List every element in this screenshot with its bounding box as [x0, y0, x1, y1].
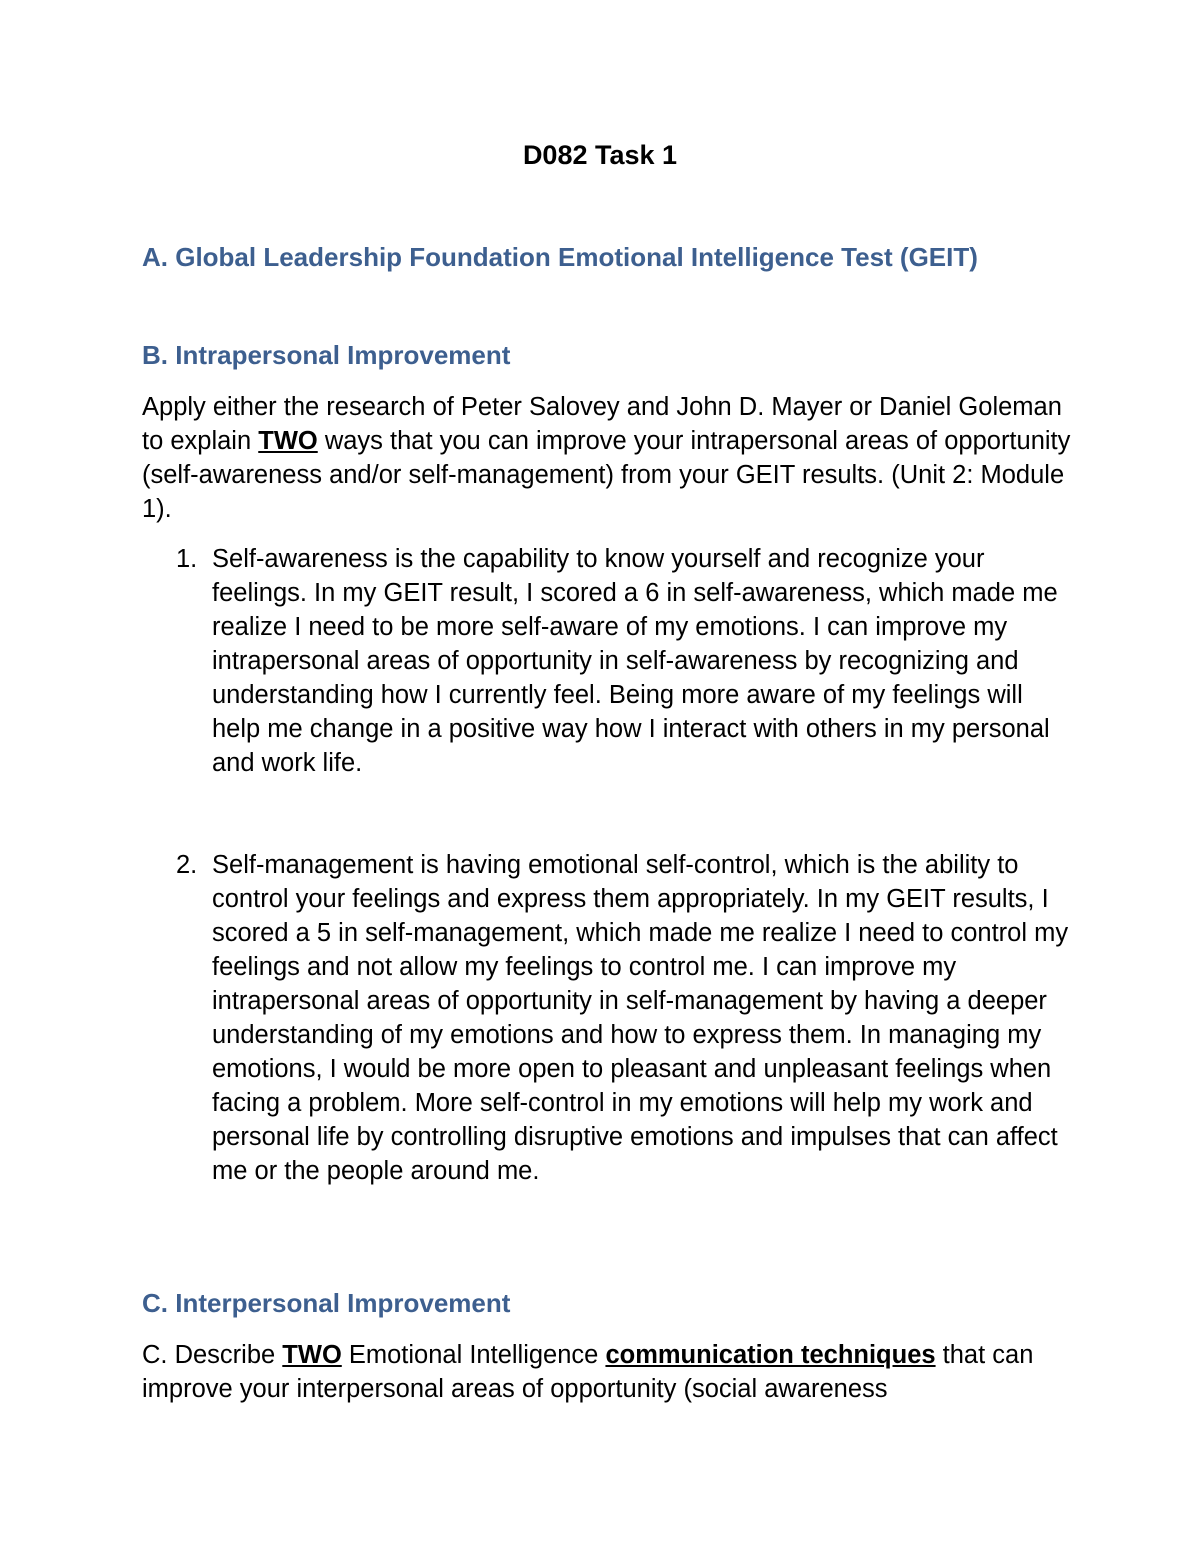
section-c-prompt-emphasis-two: TWO [282, 1341, 342, 1369]
list-item-text: Self-awareness is the capability to know yourself and recognize your feelings. In my GEIT result, I scored a 6 in self-awareness, which made me realize I need to be more self-aware of my emotions. I can improve my intrapersonal areas of opportunity in self-awareness by recognizing and understanding how I currently feel. Being more aware of my feelings will help me change in a positive way how I interact with others in my personal and work life. [212, 545, 1058, 777]
section-b-prompt-part2: ways that you can improve your intrapersonal areas of opportunity (self-awareness and/or self-management) from your GEIT results. (Unit 2: Module 1). [142, 427, 1071, 523]
section-c-prompt-part3: that can improve your interpersonal areas of opportunity (social awareness [142, 1341, 1034, 1403]
section-c-prompt-part2: Emotional Intelligence [341, 1341, 606, 1369]
document-title: D082 Task 1 [522, 140, 678, 170]
list-item-number: 2. [176, 851, 198, 879]
list-item-2 [142, 848, 1072, 1188]
section-b-prompt [142, 390, 1072, 526]
section-c-heading: C. Interpersonal Improvement [142, 1288, 511, 1318]
section-c-prompt-part1: C. Describe [142, 1341, 283, 1369]
section-b-heading: B. Intrapersonal Improvement [142, 340, 511, 370]
section-c-prompt [142, 1338, 1072, 1406]
section-b-prompt-emphasis: TWO [258, 427, 318, 455]
list-item-text: Self-management is having emotional self-control, which is the ability to control your feelings and express them appropriately. In my GEIT results, I scored a 5 in self-management, which made me realize I need to control my feelings and not allow my feelings to control me. I can improve my intrapersonal areas of opportunity in self-management by having a deeper understanding of my emotions and how to express them. In managing my emotions, I would be more open to pleasant and unpleasant feelings when facing a problem. More self-control in my emotions will help my work and personal life by controlling disruptive emotions and impulses that can affect me or the people around me. [212, 851, 1069, 1185]
section-c-prompt-emphasis-techniques: communication techniques [605, 1341, 936, 1369]
section-a-heading: A. Global Leadership Foundation Emotional Intelligence Test (GEIT) [142, 242, 978, 272]
section-b-prompt-part1: Apply either the research of Peter Salovey and John D. Mayer or Daniel Goleman to explain [142, 393, 1062, 455]
list-item-1 [142, 542, 1072, 780]
list-item-number: 1. [176, 545, 198, 573]
